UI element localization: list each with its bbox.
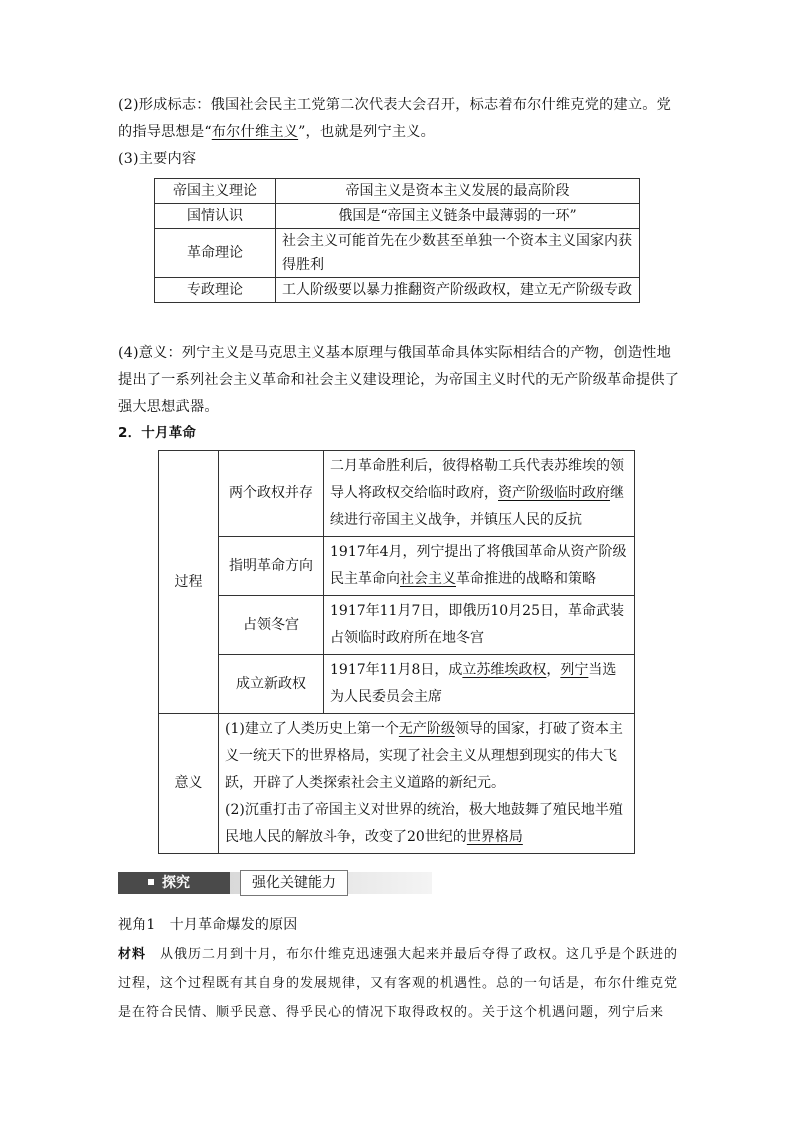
table-row: [159, 714, 635, 854]
process-label: 过程: [159, 451, 219, 714]
significance-point-2: (2)沉重打击了帝国主义对世界的统治，极大地鼓舞了殖民地半殖民地人民的解放斗争，改变了20世纪的世界格局: [225, 802, 623, 845]
material-label: 材料: [118, 947, 147, 962]
table-row: [159, 596, 635, 655]
event-key: 成立新政权: [219, 655, 324, 714]
table-row: [155, 179, 640, 204]
theory-value: 俄国是“帝国主义链条中最薄弱的一环”: [276, 204, 640, 229]
event-description: 二月革命胜利后，彼得格勒工兵代表苏维埃的领导人将政权交给临时政府，资产阶级临时政府继续进行帝国主义战争，并镇压人民的反抗: [324, 451, 635, 537]
event-key: 两个政权并存: [219, 451, 324, 537]
table-row: [155, 204, 640, 229]
theory-value: 帝国主义是资本主义发展的最高阶段: [276, 179, 640, 204]
perspective-heading: 视角1 十月革命爆发的原因: [118, 917, 298, 933]
october-revolution-heading: 2．十月革命: [118, 425, 197, 441]
event-description: 1917年4月，列宁提出了将俄国革命从资产阶级民主革命向社会主义革命推进的战略和策略: [324, 537, 635, 596]
formation-underlined-term: 布尔什维主义: [211, 124, 299, 140]
square-bullet-icon: [148, 879, 154, 885]
event-description: 1917年11月7日，即俄历10月25日，革命武装占领临时政府所在地冬宫: [324, 596, 635, 655]
theory-value: 社会主义可能首先在少数甚至单独一个资本主义国家内获得胜利: [276, 229, 640, 278]
formation-text: (2)形成标志：俄国社会民主工党第二次代表大会召开，标志着布尔什维克党的建立。党的指导思想是“: [118, 97, 672, 140]
significance-point-1: (1)建立了人类历史上第一个无产阶级领导的国家，打破了资本主义一统天下的世界格局，实现了社会主义从理想到现实的伟大飞跃，开辟了人类探索社会主义道路的新纪元。: [225, 721, 623, 791]
theory-table: [154, 178, 640, 303]
theory-value: 工人阶级要以暴力推翻资产阶级政权，建立无产阶级专政: [276, 278, 640, 303]
material-text: 从俄历二月到十月，布尔什维克迅速强大起来并最后夺得了政权。这几乎是个跃进的过程，这个过程既有其自身的发展规律，又有客观的机遇性。总的一句话是，布尔什维克党是在符合民情、顺乎民意、得乎民心的情况下取得政权的。关于这个机遇问题，列宁后来: [118, 947, 679, 1020]
significance-label: 意义: [159, 714, 219, 854]
event-description: 1917年11月8日，成立苏维埃政权，列宁当选为人民委员会主席: [324, 655, 635, 714]
table-row: [155, 229, 640, 278]
significance-paragraph: (4)意义：列宁主义是马克思主义基本原理与俄国革命具体实际相结合的产物，创造性地提出了一系列社会主义革命和社会主义建设理论，为帝国主义时代的无产阶级革命提供了强大思想武器。: [118, 345, 680, 415]
theory-key: 专政理论: [155, 278, 276, 303]
theory-key: 帝国主义理论: [155, 179, 276, 204]
material-paragraph: [118, 940, 680, 1027]
event-key: 占领冬宫: [219, 596, 324, 655]
table-row: [159, 451, 635, 537]
significance-description: [219, 714, 635, 854]
explore-banner: [118, 870, 432, 896]
formation-paragraph: [118, 92, 680, 146]
main-content-heading: (3)主要内容: [118, 151, 197, 167]
explore-banner-dark: 探究: [118, 872, 230, 894]
formation-suffix: ”，也就是列宁主义。: [298, 124, 436, 140]
table-row: [159, 655, 635, 714]
october-revolution-table: [158, 450, 635, 854]
theory-key: 革命理论: [155, 229, 276, 278]
event-key: 指明革命方向: [219, 537, 324, 596]
table-row: [155, 278, 640, 303]
explore-banner-box: 强化关键能力: [240, 870, 348, 896]
theory-key: 国情认识: [155, 204, 276, 229]
table-row: [159, 537, 635, 596]
